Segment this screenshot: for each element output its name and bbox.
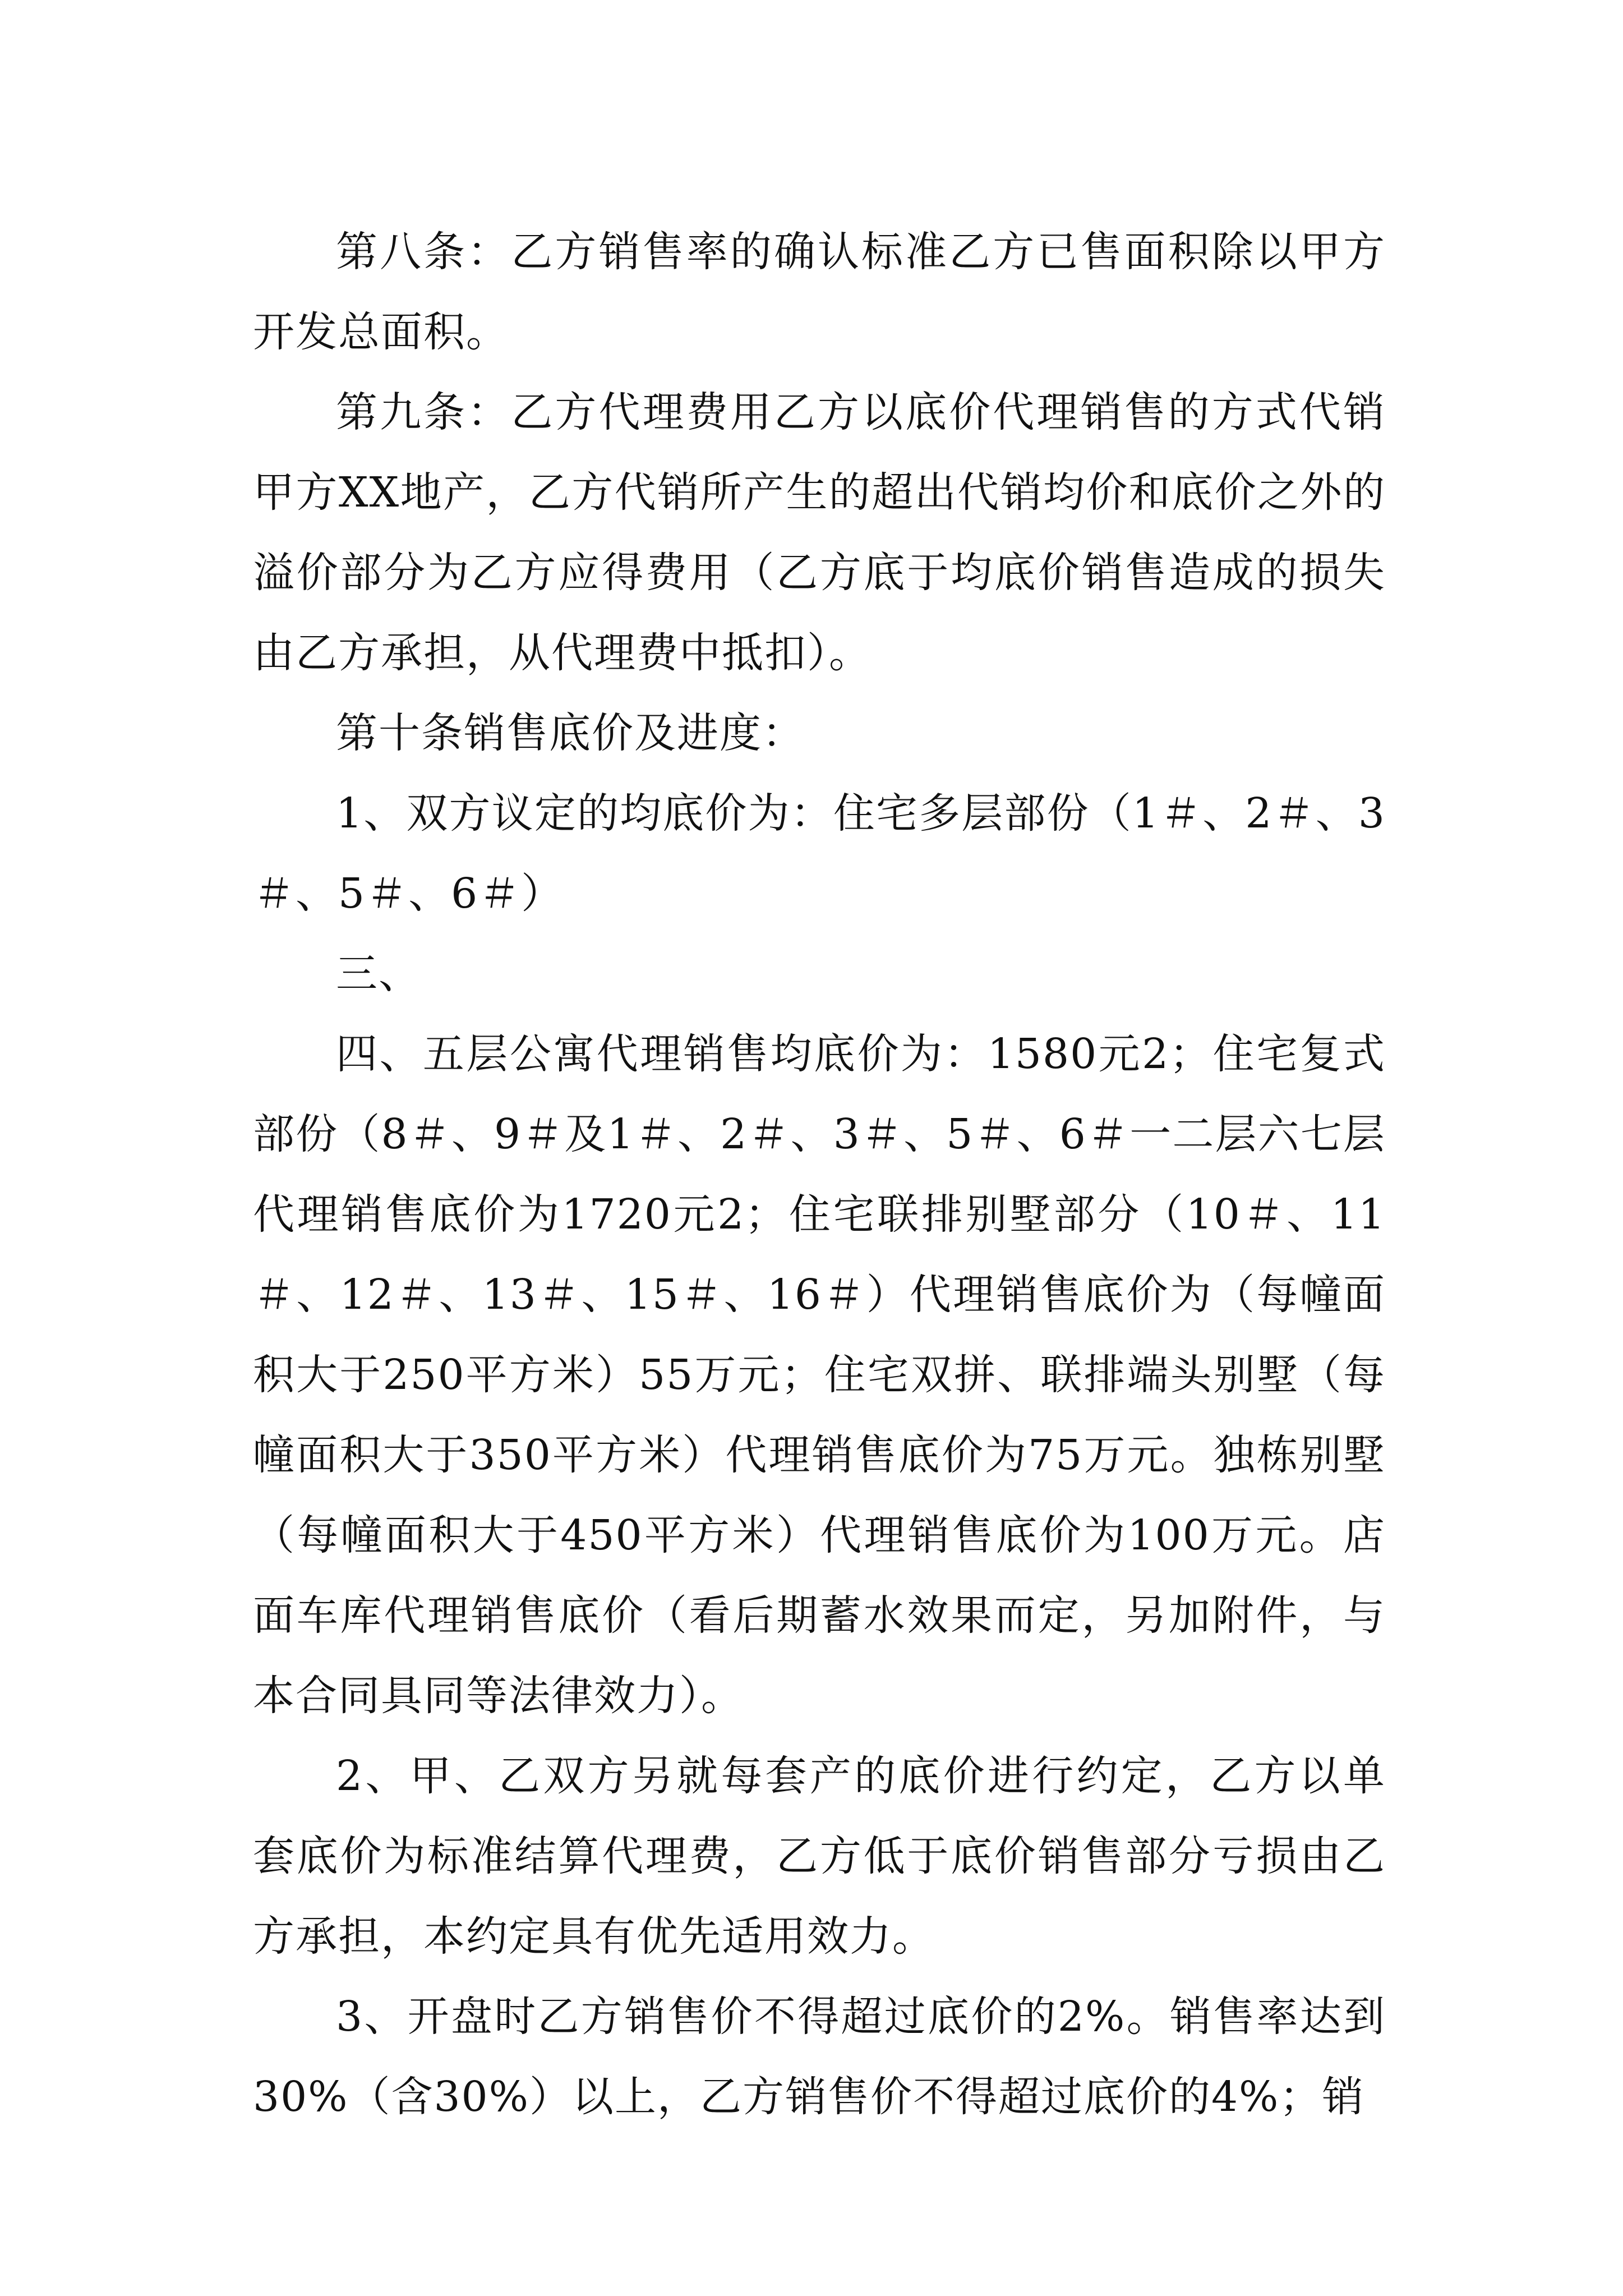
clause-3-paragraph: 3、开盘时乙方销售价不得超过底价的2%。销售率达到30%（含30%）以上，乙方销售价不得超过底价的4%；销: [253, 1993, 1386, 2121]
section-three-paragraph: 三、: [336, 950, 421, 998]
article-9-paragraph: 第九条：乙方代理费用乙方以底价代理销售的方式代销甲方XX地产，乙方代销所产生的超出代销均价和底价之外的溢价部分为乙方应得费用（乙方底于均底价销售造成的损失由乙方承担，从代理费中抵扣）。: [253, 388, 1386, 677]
document-body: [253, 212, 1386, 2137]
article-10-heading: 第十条销售底价及进度：: [336, 709, 805, 757]
clause-1-paragraph: 1、双方议定的均底价为：住宅多层部份（1＃、2＃、3＃、5＃、6＃）: [253, 789, 1386, 918]
clause-2-paragraph: 2、甲、乙双方另就每套产的底价进行约定，乙方以单套底价为标准结算代理费，乙方低于底价销售部分亏损由乙方承担，本约定具有优先适用效力。: [253, 1752, 1386, 1961]
section-four-paragraph: 四、五层公寓代理销售均底价为：1580元2；住宅复式部份（8＃、9＃及1＃、2＃、3＃、5＃、6＃一二层六七层代理销售底价为1720元2；住宅联排别墅部分（10＃、11＃、12＃、13＃、15＃、16＃）代理销售底价为（每幢面积大于250平方米）55万元；住宅双拼、联排端头别墅（每幢面积大于350平方米）代理销售底价为75万元。独栋别墅（每幢面积大于450平方米）代理销售底价为100万元。店面车库代理销售底价（看后期蓄水效果而定，另加附件，与本合同具同等法律效力）。: [253, 1030, 1386, 1720]
article-8-paragraph: 第八条：乙方销售率的确认标准乙方已售面积除以甲方开发总面积。: [253, 228, 1386, 356]
